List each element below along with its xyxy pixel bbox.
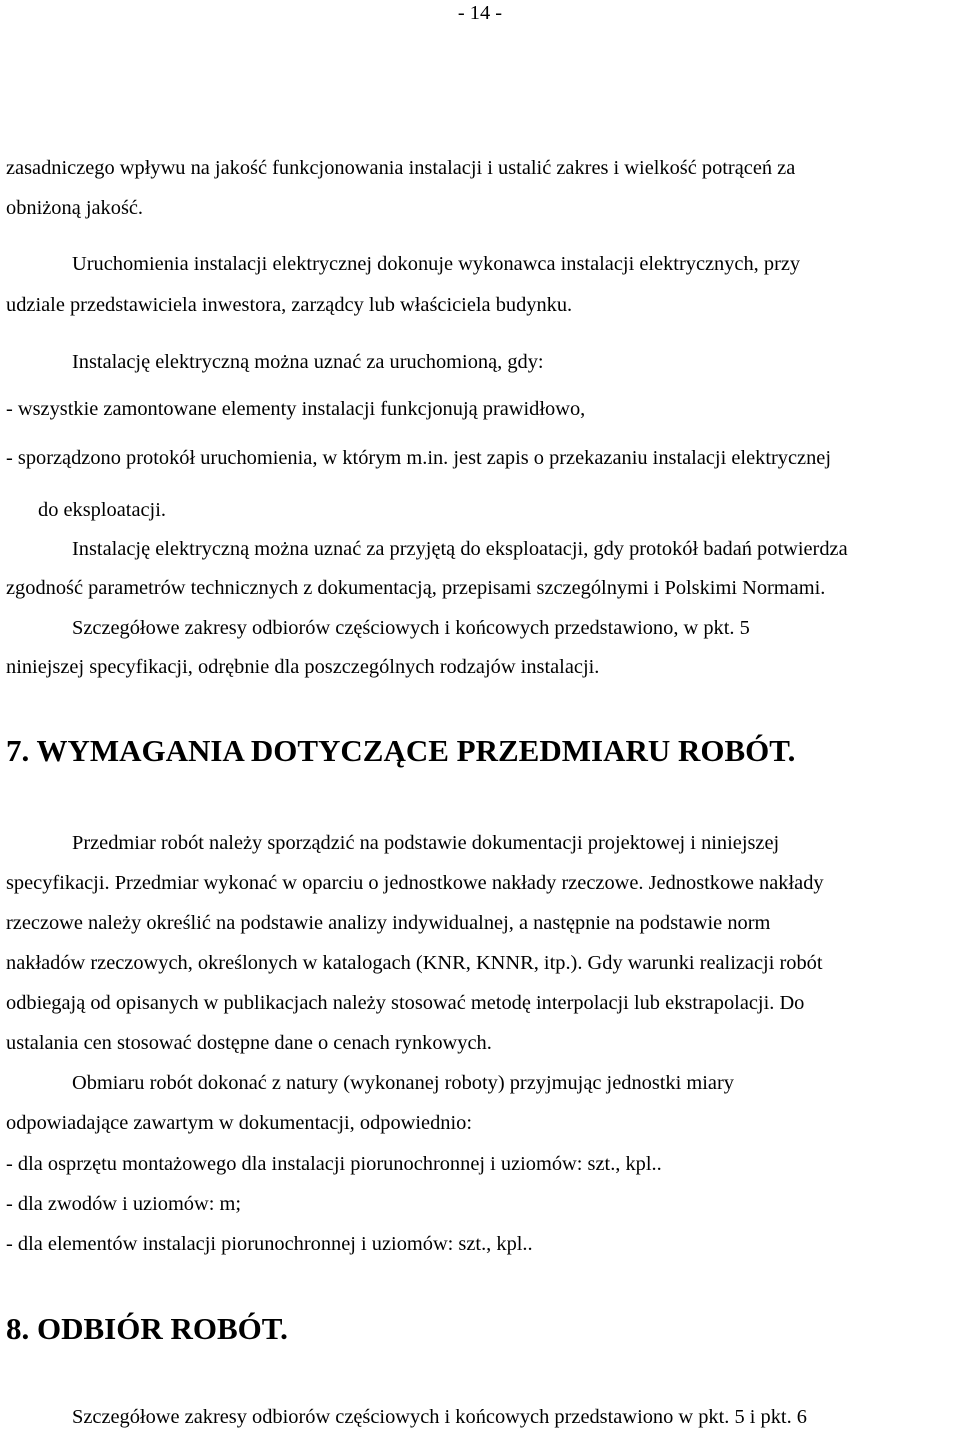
paragraph-line: ustalania cen stosować dostępne dane o cenach rynkowych. (6, 1032, 492, 1054)
list-item: - dla zwodów i uziomów: m; (6, 1193, 242, 1215)
paragraph-line: Instalację elektryczną można uznać za przyjętą do eksploatacji, gdy protokół badań potwierdza (72, 538, 848, 560)
paragraph-line: odbiegają od opisanych w publikacjach należy stosować metodę interpolacji lub ekstrapolacji. Do (6, 992, 805, 1014)
paragraph-line: zasadniczego wpływu na jakość funkcjonowania instalacji i ustalić zakres i wielkość potrąceń za (6, 157, 796, 179)
list-item: - sporządzono protokół uruchomienia, w którym m.in. jest zapis o przekazaniu instalacji elektrycznej (6, 447, 831, 469)
paragraph-line: udziale przedstawiciela inwestora, zarządcy lub właściciela budynku. (6, 294, 573, 316)
paragraph-line: Obmiaru robót dokonać z natury (wykonanej roboty) przyjmując jednostki miary (72, 1072, 734, 1094)
paragraph-line: rzeczowe należy określić na podstawie analizy indywidualnej, a następnie na podstawie norm (6, 912, 771, 934)
paragraph-line: specyfikacji. Przedmiar wykonać w oparciu o jednostkowe nakłady rzeczowe. Jednostkowe nakłady (6, 872, 824, 894)
list-item: - dla elementów instalacji piorunochronnej i uziomów: szt., kpl.. (6, 1233, 533, 1255)
paragraph-line: Przedmiar robót należy sporządzić na podstawie dokumentacji projektowej i niniejszej (72, 832, 780, 854)
paragraph-line: odpowiadające zawartym w dokumentacji, odpowiednio: (6, 1112, 473, 1134)
paragraph-line: obniżoną jakość. (6, 197, 144, 219)
list-item-continuation: do eksploatacji. (38, 499, 166, 521)
paragraph-line: zgodność parametrów technicznych z dokumentacją, przepisami szczególnymi i Polskimi Normami. (6, 577, 826, 599)
list-item: - dla osprzętu montażowego dla instalacji piorunochronnej i uziomów: szt., kpl.. (6, 1153, 662, 1175)
section-8-heading: 8. ODBIÓR ROBÓT. (6, 1311, 288, 1346)
paragraph-line: Szczegółowe zakresy odbiorów częściowych i końcowych przedstawiono, w pkt. 5 (72, 617, 750, 639)
paragraph-line: Instalację elektryczną można uznać za uruchomioną, gdy: (72, 351, 544, 373)
paragraph-line: nakładów rzeczowych, określonych w katalogach (KNR, KNNR, itp.). Gdy warunki realizacji robót (6, 952, 823, 974)
section-7-heading: 7. WYMAGANIA DOTYCZĄCE PRZEDMIARU ROBÓT. (6, 733, 796, 768)
page-number: - 14 - (457, 2, 503, 24)
paragraph-line: niniejszej specyfikacji, odrębnie dla poszczególnych rodzajów instalacji. (6, 656, 600, 678)
list-item: - wszystkie zamontowane elementy instalacji funkcjonują prawidłowo, (6, 398, 586, 420)
paragraph-line: Szczegółowe zakresy odbiorów częściowych i końcowych przedstawiono w pkt. 5 i pkt. 6 (72, 1406, 807, 1428)
paragraph-line: Uruchomienia instalacji elektrycznej dokonuje wykonawca instalacji elektrycznych, przy (72, 253, 801, 275)
